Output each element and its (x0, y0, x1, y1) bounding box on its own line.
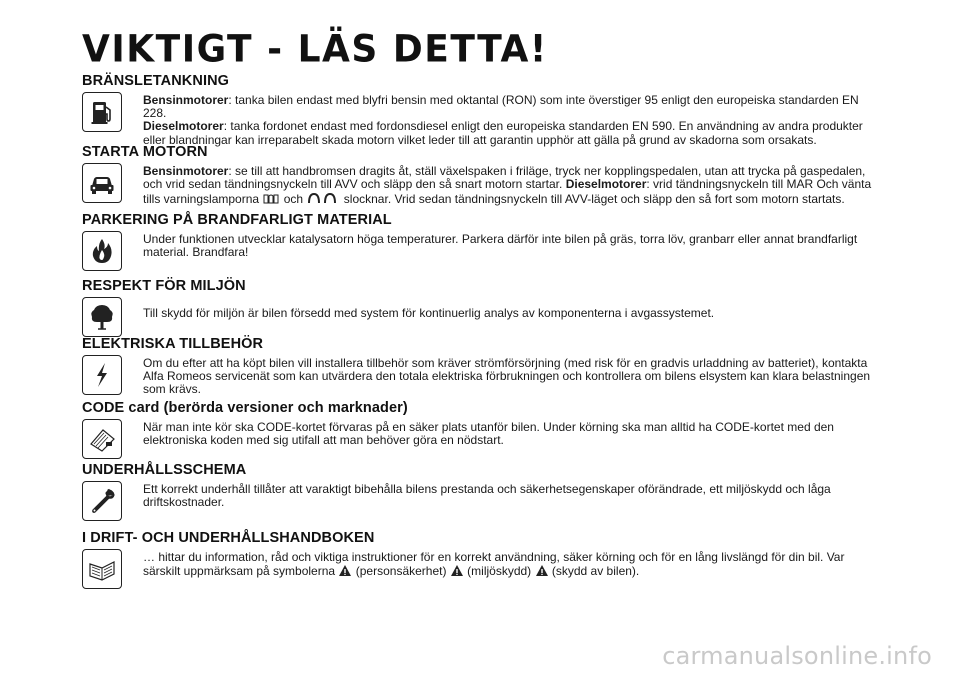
section-handbook (82, 530, 882, 580)
section-heading-parking: PARKERING PÅ BRANDFARLIGT MATERIAL (82, 212, 392, 228)
start-diesel-text-2: slocknar. Vrid sedan tändningsnyckeln till AVV-läget och släpp den så fort som motorn startats. (343, 192, 845, 207)
section-heading-fuel: BRÄNSLETANKNING (82, 73, 230, 89)
start-diesel-label: Dieselmotorer (565, 177, 647, 192)
start-petrol-label: Bensinmotorer (143, 164, 229, 178)
start-petrol-text: : se till att handbromsen dragits åt, ställ växelspaken i friläge, tryck ner kopplingspedalen, utan att trycka på gaspedalen, och vrid sedan tändningsnyckeln till AVV och släpp den så snart motorn startar. (143, 164, 866, 192)
section-environment (82, 278, 882, 320)
section-body-code: När man inte kör ska CODE-kortet förvaras på en säker plats utanför bilen. Under körning ska man alltid ha CODE-kortet med den elektroniska koden med sig utifall att man behöver göra en nödstart. (143, 420, 834, 448)
tree-icon (82, 297, 122, 337)
warning-triangle-icon (338, 564, 352, 580)
section-heading-electrical: ELEKTRISKA TILLBEHÖR (82, 336, 264, 352)
section-body-fuel (143, 92, 882, 147)
preheat-coil-icon (306, 191, 340, 208)
section-start (82, 144, 882, 209)
handbook-personal-safety: (personsäkerhet) (355, 564, 447, 579)
section-heading-maintenance: UNDERHÅLLSSCHEMA (82, 462, 247, 478)
warning-triangle-icon (535, 564, 549, 580)
warning-triangle-icon (450, 564, 464, 580)
handbook-text: … hittar du information, råd och viktiga instruktioner för en korrekt användning, säker körning och för en lång livslängd för din bil. Var särskilt uppmärksam på symbolerna (143, 550, 845, 579)
section-heading-code: CODE card (berörda versioner och marknader) (82, 400, 408, 416)
page-title: VIKTIGT - LÄS DETTA! (82, 27, 548, 71)
section-body-handbook (143, 549, 882, 580)
section-body-parking: Under funktionen utvecklar katalysatorn höga temperaturer. Parkera därför inte bilen på gräs, torra löv, granbarr eller annat brandfarligt material. Brandfara! (143, 232, 858, 260)
fuel-petrol-text: : tanka bilen endast med blyfri bensin med oktantal (RON) som inte överstiger 95 enligt den europeiska standarden EN 228. (143, 93, 859, 121)
lightning-icon (82, 355, 122, 395)
section-maintenance (82, 462, 882, 509)
wrench-icon (82, 481, 122, 521)
section-body-electrical: Om du efter att ha köpt bilen vill installera tillbehör som kräver strömförsörjning (med risk för en gradvis urladdning av batteriet), kontakta Alfa Romeos servicenät som kan utvärdera den totala elektriska förbrukningen och kontrollera om bilens elsystem kan klara belastningen som krävs. (143, 356, 871, 397)
section-heading-environment: RESPEKT FÖR MILJÖN (82, 278, 246, 294)
book-icon (82, 549, 122, 589)
section-body-maintenance: Ett korrekt underhåll tillåter att varaktigt bibehålla bilens prestanda och säkerhetsegenskaper oförändrade, ett miljöskydd och låga driftskostnader. (143, 482, 831, 510)
section-heading-start: STARTA MOTORN (82, 144, 208, 160)
glow-plug-warning-icon (262, 193, 280, 208)
section-heading-handbook: I DRIFT- OCH UNDERHÅLLSHANDBOKEN (82, 530, 375, 546)
section-parking (82, 212, 882, 259)
flame-icon (82, 231, 122, 271)
section-body-environment: Till skydd för miljön är bilen försedd med system för kontinuerlig analys av komponenterna i avgassystemet. (143, 306, 715, 320)
fuel-diesel-text: : tanka fordonet endast med fordonsdiesel enligt den europeiska standarden EN 590. En användning av andra produkter eller blandningar kan irreparabelt skada motorn vilket leder till att garantin upphör att gälla på grund av skadorna som orsakats. (143, 119, 863, 147)
handbook-car-protection: (skydd av bilen). (551, 564, 640, 579)
start-and-text: och (283, 192, 304, 207)
fuel-diesel-label: Dieselmotorer (143, 119, 224, 134)
section-fuel (82, 73, 882, 147)
section-code (82, 400, 882, 447)
watermark: carmanualsonline.info (662, 642, 932, 670)
fuel-petrol-label: Bensinmotorer (143, 93, 229, 107)
start-diesel-text: : vrid tändningsnyckeln till MAR Och vänta tills varningslamporna (143, 177, 872, 207)
code-card-icon (82, 419, 122, 459)
section-electrical (82, 336, 882, 397)
section-body-start (143, 163, 882, 209)
handbook-environment-protection: (miljöskydd) (467, 564, 532, 579)
car-icon (82, 163, 122, 203)
fuel-pump-icon (82, 92, 122, 132)
